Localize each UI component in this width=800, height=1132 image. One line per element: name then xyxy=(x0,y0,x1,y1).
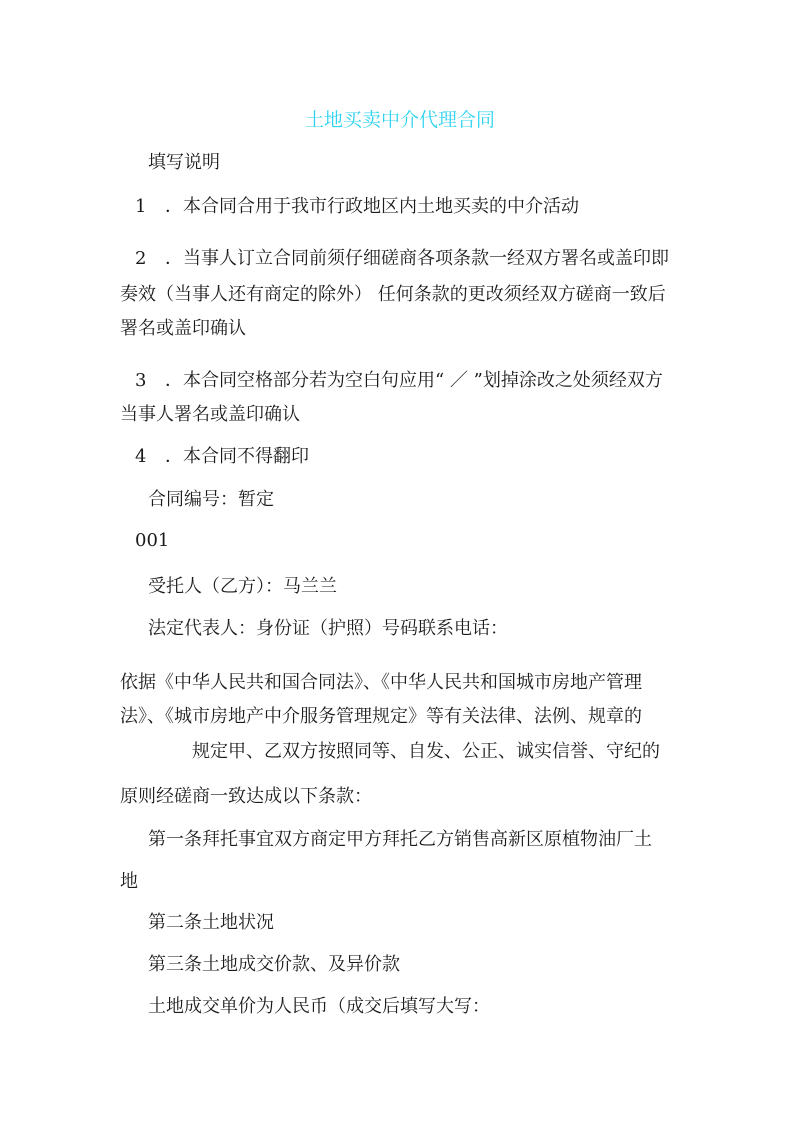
trustee-line: 受托人（乙方）：马兰兰 xyxy=(148,576,337,597)
legal-basis-line-1: 依据《中华人民共和国合同法》、《中华人民共和国城市房地产管理 xyxy=(120,672,642,693)
item-number: 4 xyxy=(135,446,147,467)
item-text: ．当事人订立合同前须仔细磋商各项条款一经双方署名或盖印即 xyxy=(165,248,669,269)
legal-basis-line-3: 规定甲、乙双方按照同等、自发、公正、诚实信誉、守纪的 xyxy=(192,741,660,762)
legal-basis-line-2: 法》、《城市房地产中介服务管理规定》等有关法律、法例、规章的 xyxy=(120,706,642,727)
item-number: 3 xyxy=(135,370,147,391)
contract-number-label: 合同编号：暂定 xyxy=(148,489,274,510)
item-text: ．本合同合用于我市行政地区内土地买卖的中介活动 xyxy=(165,196,579,217)
article-2: 第二条土地状况 xyxy=(148,912,274,933)
item-text: ．本合同不得翻印 xyxy=(165,446,309,467)
instructions-heading: 填写说明 xyxy=(148,152,220,173)
instruction-item-3-cont: 当事人署名或盖印确认 xyxy=(120,404,300,425)
instruction-item-2-cont-1: 奏效（当事人还有商定的除外） 任何条款的更改须经双方磋商一致后 xyxy=(120,284,666,305)
item-text: ．本合同空格部分若为空白句应用“ ／ ”划掉涂改之处须经双方 xyxy=(165,370,663,391)
item-number: 1 xyxy=(135,196,147,217)
article-1-cont: 地 xyxy=(120,871,138,892)
article-3: 第三条土地成交价款、及异价款 xyxy=(148,954,400,975)
legal-basis-line-4: 原则经磋商一致达成以下条款： xyxy=(120,786,372,807)
instruction-item-2 xyxy=(135,247,669,271)
contract-number: 001 xyxy=(135,530,170,551)
price-line: 土地成交单价为人民币（成交后填写大写： xyxy=(148,996,490,1017)
legal-representative-line: 法定代表人：身份证（护照）号码联系电话： xyxy=(148,618,508,639)
instruction-item-2-cont-2: 署名或盖印确认 xyxy=(120,318,246,339)
instruction-item-3 xyxy=(135,369,663,393)
document-title: 土地买卖中介代理合同 xyxy=(304,109,495,131)
instruction-item-4 xyxy=(135,445,309,469)
item-number: 2 xyxy=(135,248,147,269)
instruction-item-1 xyxy=(135,195,579,219)
article-1: 第一条拜托事宜双方商定甲方拜托乙方销售高新区原植物油厂土 xyxy=(148,829,652,850)
